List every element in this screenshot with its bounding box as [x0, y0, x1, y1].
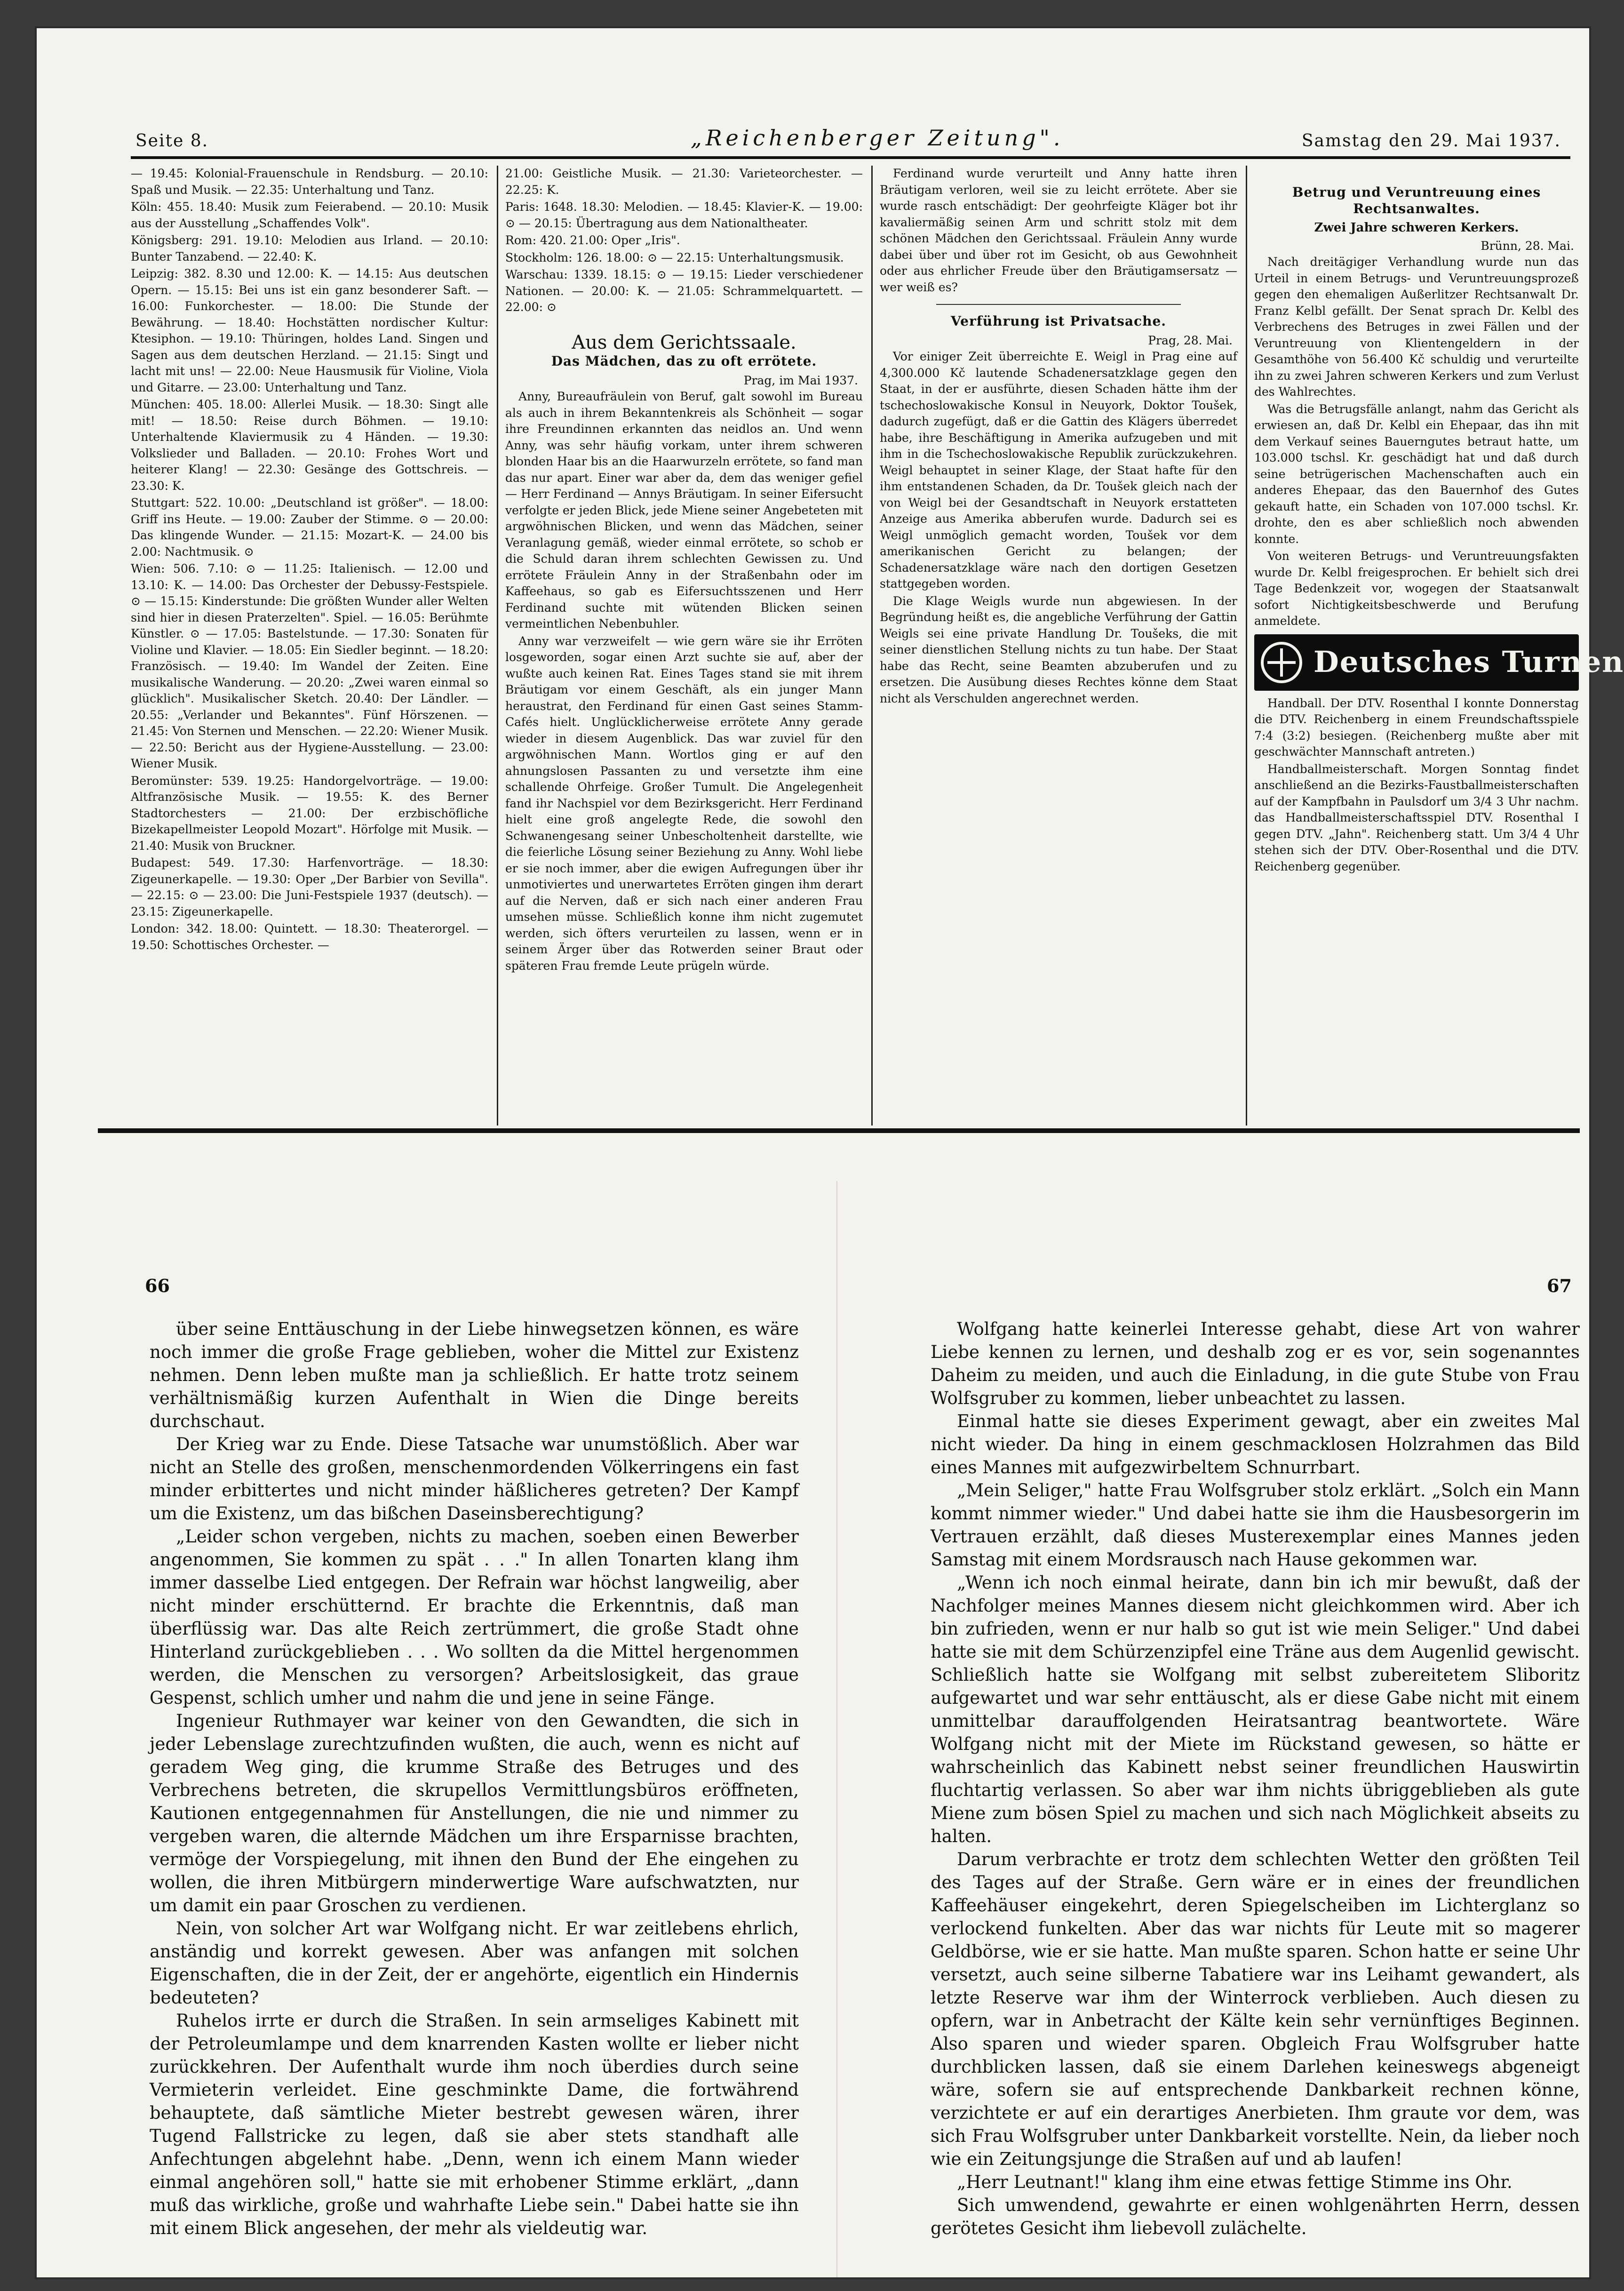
article3-dateline: Brünn, 28. Mai. [1481, 239, 1574, 253]
turnen-paragraph: Handballmeisterschaft. Morgen Sonntag findet anschließend an die Bezirks-Faustballmeisterschaften auf der Kampfbahn in Paulsdorf um 3/4 3 Uhr nachm. das Handballmeisterschaftsspiel DTV. Rosenthal I gegen DTV. „Jahn". Reichenberg statt. Um 3/4 4 Uhr stehen sich der DTV. Ober-Rosenthal und die DTV. Reichenberg gegenüber. [1254, 762, 1579, 873]
article1-continued [880, 166, 1237, 295]
turnerkreuz-icon [1261, 642, 1302, 683]
book-right-page-text [931, 1317, 1580, 2238]
book-paragraph: über seine Enttäuschung in der Liebe hinwegsetzen können, es wäre noch immer die große Frage geblieben, woher die Mittel zur Existenz nehmen. Denn leben mußte man ja schließlich. Er hatte trotz seinem verhältnismäßig kurzen Aufenthalt in Wien die Dinge bereits durchschaut. [150, 1319, 799, 1431]
book-paragraph: Der Krieg war zu Ende. Diese Tatsache war unumstößlich. Aber war nicht an Stelle des großen, menschenmordenden Völkerringens ein fast minder erbittertes und nicht minder häßlicheres getreten? Der Kampf um die Existenz, um das bißchen Daseinsberechtigung? [150, 1434, 799, 1524]
article1-paragraph: Ferdinand wurde verurteilt und Anny hatte ihren Bräutigam verloren, weil sie zu leicht errötete. Aber sie wurde rasch entschädigt: Der geohrfeigte Kläger bot ihr kavaliermäßig seinen Arm und schritt stolz mit dem schönen Mädchen den Gerichtssaal. Fräulein Anny wurde dabei über und über rot im Gesicht, ob aus Gewohnheit oder aus ehrlicher Freude über den Bräutigamsersatz — wer weiß es? [880, 167, 1237, 294]
turnen-banner-title: Deutsches Turnen [1314, 645, 1624, 679]
article3-subhead: Zwei Jahre schweren Kerkers. [1314, 221, 1519, 235]
article1-paragraph: Anny, Bureaufräulein von Beruf, galt sowohl im Bureau als auch in ihrem Bekanntenkreis als Schönheit — sogar ihre Freundinnen erkannten das neidlos an. Und wenn Anny, was sehr häufig vorkam, unter ihrem schweren blonden Haar bis an die Haarwurzeln errötete, so fand man das nur apart. Einer war aber da, dem das weniger gefiel — Herr Ferdinand — Annys Bräutigam. In seiner Eifersucht verfolgte er jeden Blick, jede Miene seiner Angebeteten mit argwöhnischen Blicken, und wenn das Mädchen, seiner Veranlagung gemäß, wieder einmal errötete, so schob er die Schuld daran ihrem schlechten Gewissen zu. Und errötete Fräulein Anny in der Straßenbahn oder im Kaffeehaus, so gab es Eifersuchtsszenen und Herr Ferdinand suchte mit wütenden Blicken seinen vermeintlichen Nebenbuhler. [505, 390, 863, 631]
turnen-body [1254, 695, 1579, 875]
book-left-page-text [150, 1317, 799, 2238]
radio-column-1 [131, 166, 488, 1121]
column-rule [1246, 166, 1247, 1126]
turnen-paragraph: Handball. Der DTV. Rosenthal I konnte Donnerstag die DTV. Reichenberg in einem Freundschaftsspiele 7:4 (3:2) besiegen. (Reichenberg mußte aber mit geschwächter Mannschaft antreten.) [1254, 696, 1579, 758]
radio-program-entry: London: 342. 18.00: Quintett. — 18.30: Theaterorgel. — 19.50: Schottisches Orchester. — [131, 922, 488, 952]
book-paragraph: „Herr Leutnant!" klang ihm eine etwas fettige Stimme ins Ohr. [957, 2172, 1513, 2192]
book-paragraph: „Leider schon vergeben, nichts zu machen, soeben einen Bewerber angenommen, Sie kommen zu spät . . ." In allen Tonarten klang ihm immer dasselbe Lied entgegen. Der Refrain war höchst langweilig, aber nicht minder erschütternd. Er brachte die Erkenntnis, daß man überflüssig war. Das alte Reich zertrümmert, die große Stadt ohne Hinterland zurückgeblieben . . . Wo sollten da die Mittel hergenommen werden, die Menschen zu versorgen? Arbeitslosigkeit, das graue Gespenst, schlich umher und nahm die und jene in seine Fänge. [150, 1526, 799, 1708]
article2-dateline: Prag, 28. Mai. [1148, 333, 1233, 347]
book-paragraph: „Mein Seliger," hatte Frau Wolfsgruber stolz erklärt. „Solch ein Mann kommt nimmer wieder." Und dabei hatte sie ihm die Hausbesorgerin im Vertrauen erzählt, daß dieses Musterexemplar eines Mannes jeden Samstag mit einem Mordsrausch nach Hause gekommen war. [931, 1480, 1580, 1570]
article1-paragraph: Anny war verzweifelt — wie gern wäre sie ihr Erröten losgeworden, sogar einen Arzt suchte sie auf, aber der wußte auch keinen Rat. Eines Tages stand sie mit ihrem Bräutigam vor einem Geschäft, als ein junger Mann heraustrat, den Ferdinand für einen Gast seines Stamm-Cafés hielt. Unglücklicherweise errötete Anny gerade wieder in diesem Augenblick. Das war zuviel für den argwöhnischen Mann. Wortlos ging er auf den ahnungslosen Passanten zu und versetzte ihm eine schallende Ohrfeige. Großer Tumult. Die Angelegenheit fand ihr Nachspiel vor dem Bezirksgericht. Herr Ferdinand hielt eine groß angelegte Rede, die sowohl den Schwanengesang seiner Unbescholtenheit darstellte, wie die feierliche Lösung seiner Beziehung zu Anny. Wohl liebe er sie noch immer, aber die ewigen Aufregungen über ihr unmotiviertes und unerwartetes Erröten gingen ihm derart auf die Nerven, daß er sich nach einer anderen Frau umsehen müsse. Schließlich konne ihm nicht zugemutet werden, sich öfters verurteilen zu lassen, wenn er in seinem Ärger über das Rotwerden seiner Braut oder späteren Frau fremde Leute prügeln würde. [505, 634, 863, 973]
article1-body [505, 389, 863, 974]
column-rule [871, 166, 873, 1126]
book-paragraph: Einmal hatte sie dieses Experiment gewagt, aber ein zweites Mal nicht wieder. Da hing in einem geschmacklosen Holzrahmen das Bild eines Mannes mit aufgezwirbeltem Schnurrbart. [931, 1411, 1580, 1477]
header-rule [131, 156, 1570, 159]
article2-headline: Verführung ist Privatsache. [950, 313, 1167, 329]
newspaper-date: Samstag den 29. Mai 1937. [1301, 131, 1561, 151]
court-column-4 [1254, 166, 1624, 1121]
radio-program-entry: München: 405. 18.00: Allerlei Musik. — 18.30: Singt alle mit! — 18.50: Reise durch Böhmen. — 19.10: Unterhaltende Klaviermusik zu 4 Händen. — 19.30: Volkslieder und Balladen. — 20.10: Frohes Wort und heiterer Klang! — 22.30: Gesänge des Gottschreis. — 23.30: K. [131, 398, 488, 493]
book-paragraph: Ingenieur Ruthmayer war keiner von den Gewandten, die sich in jeder Lebenslage zurechtzufinden wußten, die auch, wenn es nicht auf geradem Weg ging, die krumme Straße des Betruges und des Verbrechens betreten, die skrupellos Vermittlungsbüros eröffneten, Kautionen entgegennahmen für Anstellungen, die nie und nimmer zu vergeben waren, die alternde Mädchen um ihre Ersparnisse brachten, vermöge der Vorspiegelung, mit ihnen den Bund der Ehe eingehen zu wollen, die ihren Mitbürgern minderwertige Ware aufschwatzten, nur um damit ein paar Groschen zu verdienen. [150, 1711, 799, 1916]
book-paragraph: Nein, von solcher Art war Wolfgang nicht. Er war zeitlebens ehrlich, anständig und korrekt gewesen. Aber was anfangen mit solchen Eigenschaften, die in der Zeit, der er angehörte, eigentlich ein Hindernis bedeuteten? [150, 1918, 799, 2008]
article3-paragraph: Was die Betrugsfälle anlangt, nahm das Gericht als erwiesen an, daß Dr. Kelbl ein Ehepaar, das ihn mit dem Verkauf seines Bauerngutes betraut hatte, um 103.000 tschsl. Kr. geschädigt hat und daß durch seine betrügerischen Machenschaften auch ein anderes Ehepaar, das den Bauernhof des Gutes gekauft hatte, ein Schaden von 107.000 tschsl. Kr. drohte, den es aber schließlich noch abwenden konnte. [1254, 402, 1579, 546]
article2-paragraph: Vor einiger Zeit überreichte E. Weigl in Prag eine auf 4,300.000 Kč lautende Schadenersatzklage gegen den Staat, in der er ausführte, diesen Schaden hätte ihm der tschechoslowakische Konsul in Neuyork, Doktor Toušek, dadurch zugefügt, daß er die Gattin des Klägers überredet habe, ihre Beschäftigung in Amerika aufzugeben und mit ihm in die Tschechoslowakische Republik zurückzukehren. Weigl behauptet in seiner Klage, der Staat hafte für den ihm entstandenen Schaden, da Dr. Toušek gleich nach der von Weigl bei der Gesandtschaft in Neuyork erstatteten Anzeige aus Amerika abberufen wurde. Dadurch sei es Weigl unmöglich gemacht worden, Toušek vor dem amerikanischen Gericht zu belangen; der Schadenersatzklage wäre nach den dortigen Gesetzen stattgegeben worden. [880, 350, 1237, 591]
court-column-3 [880, 166, 1237, 1121]
footer-rule [98, 1128, 1580, 1133]
court-column [505, 166, 863, 1121]
radio-list [131, 166, 488, 953]
article-divider [936, 304, 1181, 305]
article3-paragraph: Nach dreitägiger Verhandlung wurde nun das Urteil in einem Betrugs- und Veruntreuungsprozeß gegen den ehemaligen Außerlitzer Rechtsanwalt Dr. Franz Kelbl gefällt. Der Senat sprach Dr. Kelbl des Verbrechens des Betruges in zwei Fällen und der Veruntreuung von Klientengeldern in der Gesamthöhe von 56.400 Kč schuldig und verurteilte ihn zu zwei Jahren schweren Kerkers und zum Verlust des Wahlrechtes. [1254, 255, 1579, 399]
radio-program-entry: Rom: 420. 21.00: Oper „Iris". [505, 233, 680, 247]
court-section-title: Aus dem Gerichtssaale. [572, 331, 796, 353]
radio-list-continued [505, 166, 863, 316]
book-fold [836, 1181, 837, 2277]
article1-headline: Das Mädchen, das zu oft errötete. [551, 353, 817, 369]
book-paragraph: „Wenn ich noch einmal heirate, dann bin ich mir bewußt, daß der Nachfolger meines Mannes diesem nicht gleichkommen wird. Aber ich bin zufrieden, wenn er nur halb so gut ist wie mein Seliger." Und dabei hatte sie mit dem Schürzenzipfel eine Träne aus dem Augenlid gewischt. Schließlich hatte sie Wolfgang mit selbst zubereitetem Sliboritz aufgewartet und war sehr enttäuscht, als er diese Gabe nicht mit einem unmittelbar darauffolgenden Heiratsantrag beantwortete. Wäre Wolfgang nicht mit der Miete im Rückstand gewesen, so hätte er wahrscheinlich das Kabinett nebst seiner freundlichen Hauswirtin fluchtartig verlassen. So aber war ihm nichts übriggeblieben als gute Miene zum bösen Spiel zu machen und sich nach Möglichkeit abseits zu halten. [931, 1573, 1580, 1846]
book-page-number-right: 67 [1547, 1275, 1572, 1296]
radio-program-entry: Wien: 506. 7.10: ⊙ — 11.25: Italienisch. — 12.00 und 13.10: K. — 14.00: Das Orchester der Debussy-Festspiele. ⊙ — 15.15: Kinderstunde: Die größten Wunder aller Welten sind hier in diesen Praterzelten". Spiel. — 16.05: Berühmte Künstler. ⊙ — 17.05: Bastelstunde. — 17.30: Sonaten für Violine und Klavier. — 18.05: Ein Siedler beginnt. — 18.20: Französisch. — 19.40: Im Wandel der Zeiten. Eine musikalische Wanderung. — 20.20: „Zwei waren einmal so glücklich". Musikalischer Sketch. 20.40: Der Ländler. — 20.55: „Verlander und Bekanntes". Fünf Hörszenen. — 21.45: Von Sternen und Menschen. — 22.20: Wiener Musik. — 22.50: Bericht aus der Hygiene-Ausstellung. — 23.00: Wiener Musik. [131, 562, 488, 770]
newspaper-masthead: „Reichenberger Zeitung". [691, 125, 1064, 151]
article3-body [1254, 254, 1579, 630]
radio-program-entry: — 19.45: Kolonial-Frauenschule in Rendsburg. — 20.10: Spaß und Musik. — 22.35: Unterhaltung und Tanz. [131, 167, 488, 197]
article2-body [880, 349, 1237, 707]
radio-program-entry: Stockholm: 126. 18.00: ⊙ — 22.15: Unterhaltungsmusik. [505, 250, 844, 264]
radio-program-entry: Budapest: 549. 17.30: Harfenvorträge. — 18.30: Zigeunerkapelle. — 19.30: Oper „Der Barbier von Sevilla". — 22.15: ⊙ — 23.00: Die Juni-Festspiele 1937 (deutsch). — 23.15: Zigeunerkapelle. [131, 856, 488, 918]
radio-program-entry: Warschau: 1339. 18.15: ⊙ — 19.15: Lieder verschiedener Nationen. — 20.00: K. — 21.05: Schrammelquartett. — 22.00: ⊙ [505, 268, 863, 314]
article3-headline: Betrug und Veruntreuung eines Rechtsanwaltes. [1292, 184, 1541, 216]
radio-program-entry: Stuttgart: 522. 10.00: „Deutschland ist größer". — 18.00: Griff ins Heute. — 19.00: Zauber der Stimme. ⊙ — 20.00: Das klingende Wunder. — 21.15: Mozart-K. — 24.00 bis 2.00: Nachtmusik. ⊙ [131, 496, 488, 559]
article1-dateline: Prag, im Mai 1937. [743, 373, 858, 387]
book-paragraph: Wolfgang hatte keinerlei Interesse gehabt, diese Art von wahrer Liebe kennen zu lernen, und deshalb zog er es vor, sein sogenanntes Daheim zu meiden, und auch die Einladung, in die gute Stube von Frau Wolfsgruber zu kommen, lieber unbeachtet zu lassen. [931, 1319, 1580, 1408]
book-paragraph: Darum verbrachte er trotz dem schlechten Wetter den größten Teil des Tages auf der Straße. Gern wäre er in eines der freundlichen Kaffeehäuser eingekehrt, deren Spiegelscheiben im Lichterglanz so verlockend funkelten. Aber das war nichts für Leute mit so magerer Geldbörse, wie er sie hatte. Man mußte sparen. Schon hatte er seine Uhr versetzt, auch seine silberne Tabatiere war ins Leihamt gewandert, als letzte Reserve war ihm der Winterrock verblieben. Auch diesen zu opfern, war in Anbetracht der Kälte kein sehr vernünftiges Beginnen. Also sparen und wieder sparen. Obgleich Frau Wolfsgruber hatte durchblicken lassen, daß sie einem Darlehen keineswegs abgeneigt wäre, sofern sie auf entsprechende Dankbarkeit rechnen könne, verzichtete er auf ein derartiges Anerbieten. Ihm graute vor dem, was sich Frau Wolfsgruber unter Dankbarkeit vorstellte. Nein, da lieber noch wie ein Zeitungsjunge die Straßen auf und ab laufen! [931, 1849, 1580, 2169]
book-paragraph: Sich umwendend, gewahrte er einen wohlgenährten Herrn, dessen gerötetes Gesicht ihm liebevoll zulächelte. [931, 2195, 1580, 2238]
turnen-banner [1254, 634, 1624, 691]
column-rule [497, 166, 498, 1126]
book-page-number-left: 66 [145, 1275, 170, 1296]
scanned-page [37, 28, 1624, 2277]
article3-paragraph: Von weiteren Betrugs- und Veruntreuungsfakten wurde Dr. Kelbl freigesprochen. Er behielt sich drei Tage Bedenkzeit vor, wogegen der Staatsanwalt sofort Nichtigkeitsbeschwerde und Berufung anmeldete. [1254, 549, 1579, 628]
radio-program-entry: 21.00: Geistliche Musik. — 21.30: Varieteorchester. — 22.25: K. [505, 167, 863, 197]
article2-paragraph: Die Klage Weigls wurde nun abgewiesen. In der Begründung heißt es, die angebliche Verführung der Gattin Weigls sei eine private Handlung Dr. Toušeks, die mit seiner dienstlichen Stellung nichts zu tun habe. Der Staat habe das Recht, seine Beamten abzuberufen und zu ersetzen. Die Ausübung dieses Rechtes könne dem Staat nicht als Verschulden angerechnet werden. [880, 594, 1237, 705]
radio-program-entry: Köln: 455. 18.40: Musik zum Feierabend. — 20.10: Musik aus der Ausstellung „Schaffendes Volk". [131, 200, 488, 230]
newspaper-page-number: Seite 8. [135, 131, 209, 151]
radio-program-entry: Paris: 1648. 18.30: Melodien. — 18.45: Klavier-K. — 19.00: ⊙ — 20.15: Übertragung aus dem Nationaltheater. [505, 200, 863, 230]
radio-program-entry: Königsberg: 291. 19.10: Melodien aus Irland. — 20.10: Bunter Tanzabend. — 22.40: K. [131, 233, 488, 263]
radio-program-entry: Beromünster: 539. 19.25: Handorgelvorträge. — 19.00: Altfranzösische Musik. — 19.55: K. des Berner Stadtorchesters — 21.00: Der erzbischöfliche Bizekapellmeister Leopold Mozart". Hörfolge mit Musik. — 21.40: Musik von Bruckner. [131, 774, 488, 853]
radio-program-entry: Leipzig: 382. 8.30 und 12.00: K. — 14.15: Aus deutschen Opern. — 15.15: Bei uns ist ein ganz besonderer Saft. — 16.00: Funkorchester. — 18.00: Die Stunde der Bewährung. — 18.40: Hochstätten nordischer Kultur: Ktesiphon. — 19.10: Thüringen, holdes Land. Singen und Sagen aus dem deutschen Herzland. — 21.15: Singt und lacht mit uns! — 22.00: Neue Hausmusik für Violine, Viola und Gitarre. — 23.00: Unterhaltung und Tanz. [131, 267, 488, 394]
book-paragraph: Ruhelos irrte er durch die Straßen. In sein armseliges Kabinett mit der Petroleumlampe und dem knarrenden Kasten wollte er lieber nicht zurückkehren. Der Aufenthalt wurde ihm noch überdies durch seine Vermieterin verleidet. Eine geschminkte Dame, die fortwährend behauptete, daß sämtliche Mieter bestrebt gewesen wären, ihrer Tugend Fallstricke zu legen, daß sie aber stets standhaft alle Anfechtungen abgelehnt habe. „Denn, wenn ich einem Mann wieder einmal angehören soll," hatte sie mit erhobener Stimme erklärt, „dann muß das wirkliche, große und wahrhafte Liebe sein." Dabei hatte sie ihn mit einem Blick angesehen, der mehr als vieldeutig war. [150, 2011, 799, 2238]
